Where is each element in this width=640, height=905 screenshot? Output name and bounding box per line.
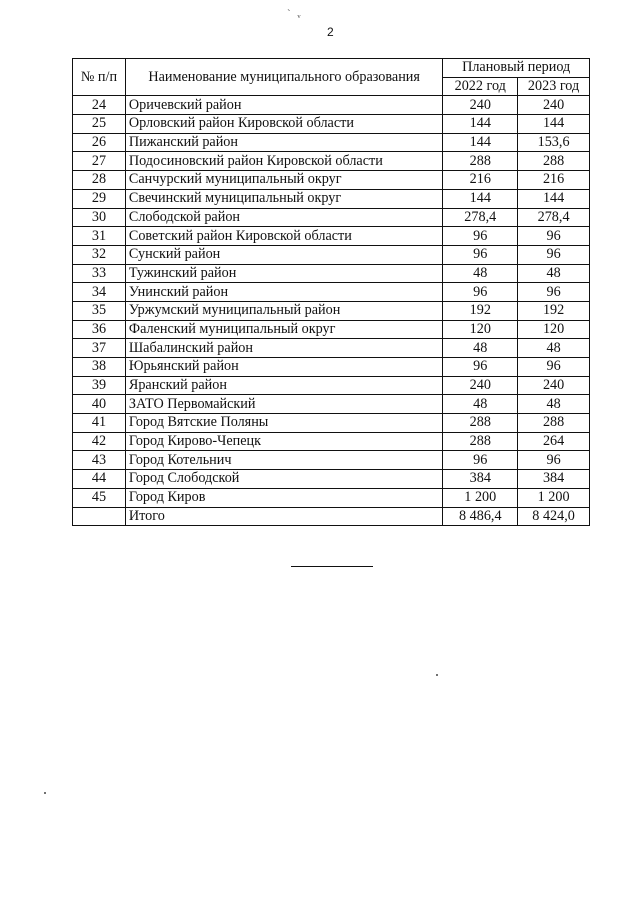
row-value-2023: 1 200 bbox=[518, 488, 590, 507]
table-row bbox=[73, 320, 590, 339]
row-value-2023: 144 bbox=[518, 115, 590, 134]
row-value-2022: 288 bbox=[443, 432, 518, 451]
table-body bbox=[73, 96, 590, 526]
row-value-2022: 96 bbox=[443, 451, 518, 470]
table-row bbox=[73, 208, 590, 227]
row-number: 28 bbox=[73, 171, 126, 190]
header-number: № п/п bbox=[73, 59, 126, 96]
row-value-2022: 96 bbox=[443, 283, 518, 302]
row-name: Уржумский муниципальный район bbox=[125, 301, 443, 320]
table-row bbox=[73, 358, 590, 377]
row-value-2023: 48 bbox=[518, 264, 590, 283]
row-number: 44 bbox=[73, 470, 126, 489]
total-value-2023: 8 424,0 bbox=[518, 507, 590, 526]
row-number: 39 bbox=[73, 376, 126, 395]
separator-line bbox=[291, 566, 373, 567]
row-number: 42 bbox=[73, 432, 126, 451]
row-value-2022: 288 bbox=[443, 152, 518, 171]
row-number: 29 bbox=[73, 189, 126, 208]
row-value-2023: 264 bbox=[518, 432, 590, 451]
row-value-2023: 153,6 bbox=[518, 133, 590, 152]
row-number: 41 bbox=[73, 414, 126, 433]
row-number: 35 bbox=[73, 301, 126, 320]
row-name: Советский район Кировской области bbox=[125, 227, 443, 246]
row-value-2023: 240 bbox=[518, 376, 590, 395]
allocation-table bbox=[72, 58, 590, 526]
row-number: 30 bbox=[73, 208, 126, 227]
row-number: 32 bbox=[73, 245, 126, 264]
row-value-2022: 144 bbox=[443, 115, 518, 134]
row-value-2023: 278,4 bbox=[518, 208, 590, 227]
row-number: 36 bbox=[73, 320, 126, 339]
row-value-2022: 192 bbox=[443, 301, 518, 320]
row-value-2023: 96 bbox=[518, 283, 590, 302]
row-name: Город Киров bbox=[125, 488, 443, 507]
row-number: 31 bbox=[73, 227, 126, 246]
table-row bbox=[73, 470, 590, 489]
row-value-2022: 96 bbox=[443, 227, 518, 246]
row-name: Санчурский муниципальный округ bbox=[125, 171, 443, 190]
table-row bbox=[73, 189, 590, 208]
scan-artifact-mark: ` ᵥ bbox=[287, 8, 303, 20]
header-year-2022: 2022 год bbox=[443, 77, 518, 96]
row-value-2023: 48 bbox=[518, 339, 590, 358]
row-number: 43 bbox=[73, 451, 126, 470]
header-period: Плановый период bbox=[443, 59, 590, 78]
row-name: Яранский район bbox=[125, 376, 443, 395]
table-row bbox=[73, 227, 590, 246]
row-value-2022: 48 bbox=[443, 339, 518, 358]
table-row bbox=[73, 414, 590, 433]
table-row bbox=[73, 432, 590, 451]
row-number: 37 bbox=[73, 339, 126, 358]
row-name: Город Кирово-Чепецк bbox=[125, 432, 443, 451]
total-number bbox=[73, 507, 126, 526]
row-name: Юрьянский район bbox=[125, 358, 443, 377]
row-value-2022: 240 bbox=[443, 96, 518, 115]
row-number: 27 bbox=[73, 152, 126, 171]
row-value-2023: 144 bbox=[518, 189, 590, 208]
row-value-2023: 216 bbox=[518, 171, 590, 190]
row-value-2022: 384 bbox=[443, 470, 518, 489]
row-name: Город Слободской bbox=[125, 470, 443, 489]
row-value-2023: 192 bbox=[518, 301, 590, 320]
row-value-2022: 288 bbox=[443, 414, 518, 433]
row-value-2023: 288 bbox=[518, 152, 590, 171]
table-row bbox=[73, 451, 590, 470]
row-number: 34 bbox=[73, 283, 126, 302]
row-value-2022: 96 bbox=[443, 245, 518, 264]
row-value-2022: 1 200 bbox=[443, 488, 518, 507]
row-name: Орловский район Кировской области bbox=[125, 115, 443, 134]
total-name: Итого bbox=[125, 507, 443, 526]
table-row bbox=[73, 133, 590, 152]
row-name: Пижанский район bbox=[125, 133, 443, 152]
row-number: 38 bbox=[73, 358, 126, 377]
table-row bbox=[73, 283, 590, 302]
row-value-2023: 240 bbox=[518, 96, 590, 115]
row-value-2023: 96 bbox=[518, 451, 590, 470]
row-value-2023: 120 bbox=[518, 320, 590, 339]
row-name: Подосиновский район Кировской области bbox=[125, 152, 443, 171]
row-name: Сунский район bbox=[125, 245, 443, 264]
row-value-2022: 48 bbox=[443, 264, 518, 283]
row-value-2022: 144 bbox=[443, 189, 518, 208]
table-row bbox=[73, 264, 590, 283]
table-row bbox=[73, 115, 590, 134]
row-name: Город Вятские Поляны bbox=[125, 414, 443, 433]
total-value-2022: 8 486,4 bbox=[443, 507, 518, 526]
row-number: 25 bbox=[73, 115, 126, 134]
header-year-2023: 2023 год bbox=[518, 77, 590, 96]
row-value-2023: 96 bbox=[518, 358, 590, 377]
row-value-2023: 96 bbox=[518, 245, 590, 264]
table-row bbox=[73, 171, 590, 190]
row-number: 45 bbox=[73, 488, 126, 507]
row-name: Тужинский район bbox=[125, 264, 443, 283]
row-value-2022: 216 bbox=[443, 171, 518, 190]
scan-dot bbox=[44, 792, 46, 794]
table-row bbox=[73, 395, 590, 414]
row-name: Город Котельнич bbox=[125, 451, 443, 470]
row-name: Фаленский муниципальный округ bbox=[125, 320, 443, 339]
table-row bbox=[73, 376, 590, 395]
scan-dot bbox=[436, 674, 438, 676]
table-row bbox=[73, 152, 590, 171]
page-number: 2 bbox=[327, 25, 334, 39]
table-row bbox=[73, 96, 590, 115]
row-value-2023: 288 bbox=[518, 414, 590, 433]
row-value-2023: 96 bbox=[518, 227, 590, 246]
table-row bbox=[73, 301, 590, 320]
row-name: Свечинский муниципальный округ bbox=[125, 189, 443, 208]
row-name: Шабалинский район bbox=[125, 339, 443, 358]
row-value-2022: 96 bbox=[443, 358, 518, 377]
row-value-2022: 240 bbox=[443, 376, 518, 395]
table-row bbox=[73, 245, 590, 264]
row-number: 40 bbox=[73, 395, 126, 414]
row-value-2022: 48 bbox=[443, 395, 518, 414]
row-name: ЗАТО Первомайский bbox=[125, 395, 443, 414]
table-row bbox=[73, 488, 590, 507]
table-row bbox=[73, 339, 590, 358]
row-value-2023: 384 bbox=[518, 470, 590, 489]
row-number: 26 bbox=[73, 133, 126, 152]
header-name: Наименование муниципального образования bbox=[125, 59, 443, 96]
row-name: Оричевский район bbox=[125, 96, 443, 115]
total-row bbox=[73, 507, 590, 526]
row-number: 33 bbox=[73, 264, 126, 283]
row-number: 24 bbox=[73, 96, 126, 115]
row-value-2023: 48 bbox=[518, 395, 590, 414]
row-value-2022: 278,4 bbox=[443, 208, 518, 227]
table-header bbox=[73, 59, 590, 96]
row-value-2022: 120 bbox=[443, 320, 518, 339]
row-value-2022: 144 bbox=[443, 133, 518, 152]
row-name: Унинский район bbox=[125, 283, 443, 302]
row-name: Слободской район bbox=[125, 208, 443, 227]
